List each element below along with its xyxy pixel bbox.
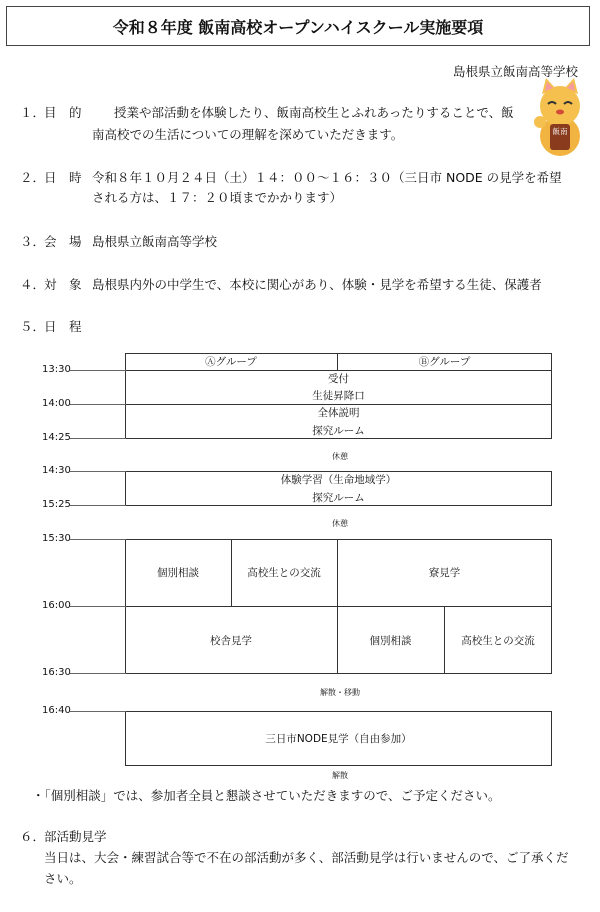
node-tour-cell: 三日市NODE見学（自由参加） [265,733,412,745]
page-title: 令和８年度 飯南高校オープンハイスクール実施要項 [6,6,590,46]
dismissal-move-label: 解散・移動 [320,688,360,697]
experience-cell: 体験学習（生命地域学） [280,474,397,486]
consultation-cell: 個別相談 [157,567,199,579]
dorm-tour-cell: 寮見学 [428,567,461,579]
group-b-header: Ⓑグループ [418,356,471,368]
entrance-cell: 生徒昇降口 [312,390,365,402]
time-label: 15:25 [42,499,71,510]
dismissal-label: 解散 [332,771,348,780]
consultation-note: ・「個別相談」では、参加者全員と懇談させていただきますので、ご予定ください。 [32,788,501,803]
break-label: 休憩 [332,452,348,461]
time-label: 13:30 [42,364,71,375]
break-label: 休憩 [332,519,348,528]
group-a-header: Ⓐグループ [205,356,257,368]
reception-cell: 受付 [328,373,349,385]
campus-tour-cell: 校舎見学 [210,634,252,647]
time-label: 14:25 [42,432,71,443]
time-label: 16:00 [42,600,71,611]
mascot-label: 飯南 [552,127,568,136]
consultation-cell: 個別相談 [369,634,412,647]
tankyu-room-cell: 探究ルーム [312,424,365,437]
overview-cell: 全体説明 [317,407,360,419]
tankyu-room-cell: 探究ルーム [312,491,365,504]
exchange-cell: 高校生との交流 [247,567,321,579]
time-label: 14:00 [42,398,71,409]
time-label: 15:30 [42,533,71,544]
school-name: 島根県立飯南高等学校 [452,64,578,79]
exchange-cell: 高校生との交流 [461,634,535,647]
maneki-neko-mascot-icon [532,76,588,158]
time-label: 16:30 [42,667,71,678]
time-label: 16:40 [42,705,71,716]
time-label: 14:30 [42,465,71,476]
